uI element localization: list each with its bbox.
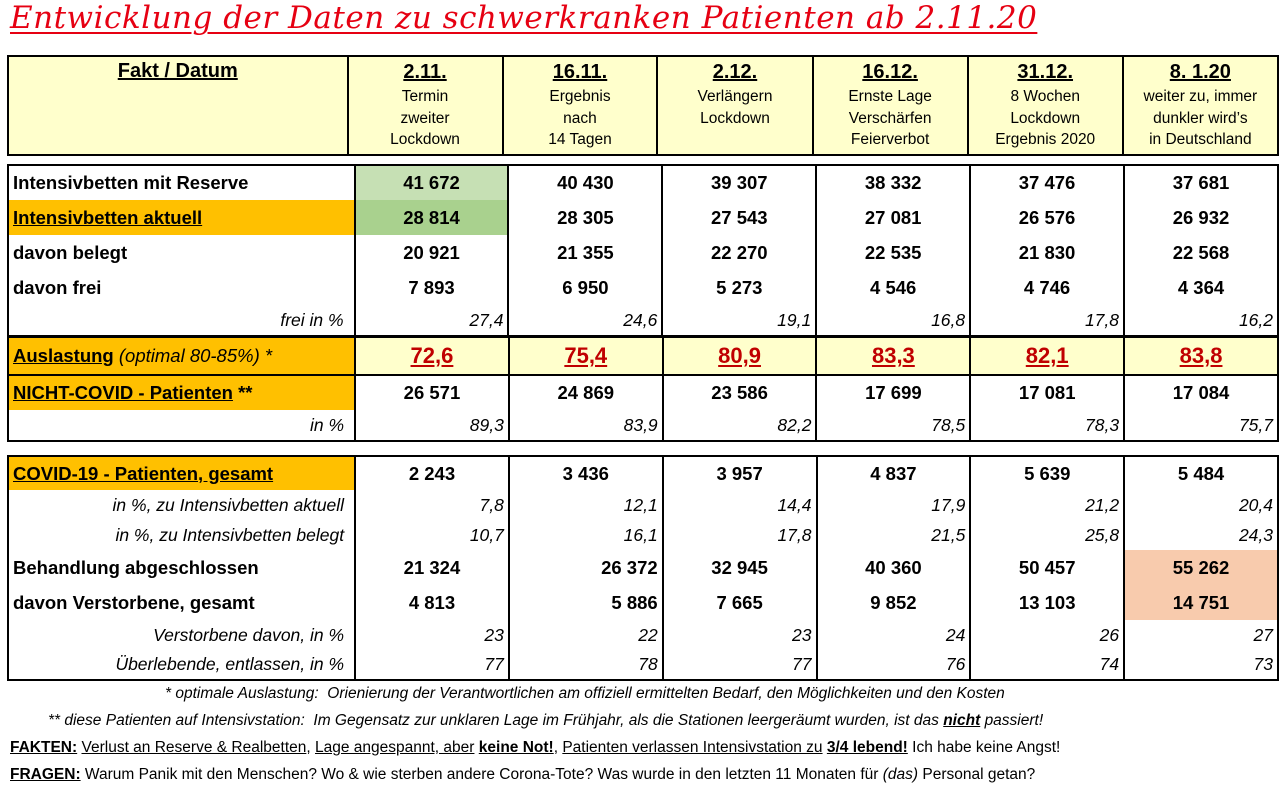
cell: 75,7: [1124, 410, 1278, 441]
cell: 9 852: [817, 585, 971, 620]
page-title: Entwicklung der Daten zu schwerkranken Patienten ab 2.11.20: [10, 0, 1038, 36]
cell: 72,6: [355, 337, 509, 375]
row-label: COVID-19 - Patienten, gesamt: [8, 456, 355, 490]
row-label: Intensivbetten aktuell: [8, 200, 355, 235]
footnote-2: ** diese Patienten auf Intensivstation: Im Gegensatz zur unklaren Lage im Frühjahr, als die Stationen leergeräumt wurden, ist das nicht passiert!: [48, 712, 1044, 729]
cell: 78,3: [970, 410, 1124, 441]
cell: 5 484: [1124, 456, 1278, 490]
table-row: [8, 306, 1278, 336]
cell: 22: [509, 620, 663, 650]
cell: 27 081: [816, 200, 970, 235]
table-row: [8, 165, 1278, 200]
fragen-line: FRAGEN: Warum Panik mit den Menschen? Wo & wie sterben andere Corona-Tote? Was wurde in den letzten 11 Monaten für (das) Personal getan?: [10, 766, 1036, 783]
cell: 23: [663, 620, 817, 650]
cell: 16,2: [1124, 306, 1278, 336]
cell: 82,2: [663, 410, 817, 441]
cell: 76: [817, 650, 971, 680]
cell: 17 084: [1124, 375, 1278, 410]
row-label: in %: [8, 410, 355, 441]
cell: 3 436: [509, 456, 663, 490]
cell: 17 699: [816, 375, 970, 410]
row-label: davon frei: [8, 270, 355, 306]
cell: 26 372: [509, 550, 663, 585]
table-row: [8, 270, 1278, 306]
cell: 26 571: [355, 375, 509, 410]
cell: 21,5: [817, 520, 971, 550]
table-row: [8, 550, 1278, 585]
covid-table: [7, 455, 1279, 681]
table-row: [8, 650, 1278, 680]
row-label: Auslastung (optimal 80-85%) *: [8, 337, 355, 375]
header-table: [7, 55, 1279, 156]
cell: 4 813: [355, 585, 509, 620]
table-row: [8, 410, 1278, 441]
cell: 14,4: [663, 490, 817, 520]
cell: 16,8: [816, 306, 970, 336]
cell: 75,4: [509, 337, 663, 375]
header-col-1: 2.11. Termin zweiter Lockdown: [348, 56, 503, 155]
cell: 10,7: [355, 520, 509, 550]
cell: 5 273: [662, 270, 816, 306]
cell: 5 639: [970, 456, 1124, 490]
cell: 24,6: [508, 306, 662, 336]
cell: 83,8: [1124, 337, 1278, 375]
cell: 26 576: [970, 200, 1124, 235]
cell: 74: [970, 650, 1124, 680]
cell: 28 305: [508, 200, 662, 235]
cell: 19,1: [662, 306, 816, 336]
row-label: davon belegt: [8, 235, 355, 270]
cell: 21 324: [355, 550, 509, 585]
cell: 12,1: [509, 490, 663, 520]
row-label: frei in %: [8, 306, 355, 336]
cell: 32 945: [663, 550, 817, 585]
cell: 26: [970, 620, 1124, 650]
cell: 17,8: [970, 306, 1124, 336]
cell: 83,3: [816, 337, 970, 375]
cell: 24,3: [1124, 520, 1278, 550]
table-row: [8, 520, 1278, 550]
row-label: NICHT-COVID - Patienten **: [8, 375, 355, 410]
cell: 73: [1124, 650, 1278, 680]
cell: 4 746: [970, 270, 1124, 306]
cell: 27: [1124, 620, 1278, 650]
utilization-table: [7, 336, 1279, 442]
cell: 4 364: [1124, 270, 1278, 306]
cell: 21 355: [508, 235, 662, 270]
cell: 82,1: [970, 337, 1124, 375]
cell: 78: [509, 650, 663, 680]
cell: 6 950: [508, 270, 662, 306]
header-col-4: 16.12. Ernste Lage Verschärfen Feierverbot: [813, 56, 968, 155]
table-row: [8, 337, 1278, 375]
cell: 7 893: [355, 270, 509, 306]
cell: 21,2: [970, 490, 1124, 520]
cell: 25,8: [970, 520, 1124, 550]
cell: 55 262: [1124, 550, 1278, 585]
cell: 37 476: [970, 165, 1124, 200]
footnote-1: * optimale Auslastung: Orienierung der Verantwortlichen am offiziell ermittelten Bedarf, den Möglichkeiten und den Kosten: [165, 685, 1005, 702]
cell: 22 535: [816, 235, 970, 270]
cell: 23 586: [663, 375, 817, 410]
cell: 89,3: [355, 410, 509, 441]
cell: 40 430: [508, 165, 662, 200]
row-label: davon Verstorbene, gesamt: [8, 585, 355, 620]
cell: 20 921: [355, 235, 509, 270]
cell: 39 307: [662, 165, 816, 200]
header-col-6: 8. 1.20 weiter zu, immer dunkler wird’s in Deutschland: [1123, 56, 1278, 155]
row-label: in %, zu Intensivbetten aktuell: [8, 490, 355, 520]
header-col-3: 2.12. Verlängern Lockdown: [657, 56, 812, 155]
cell: 3 957: [663, 456, 817, 490]
cell: 22 270: [662, 235, 816, 270]
cell: 17,9: [817, 490, 971, 520]
row-label: Intensivbetten mit Reserve: [8, 165, 355, 200]
beds-table: [7, 164, 1279, 337]
cell: 24 869: [509, 375, 663, 410]
row-label: Behandlung abgeschlossen: [8, 550, 355, 585]
cell: 78,5: [816, 410, 970, 441]
cell: 20,4: [1124, 490, 1278, 520]
cell: 21 830: [970, 235, 1124, 270]
fakten-line: FAKTEN: Verlust an Reserve & Realbetten, Lage angespannt, aber keine Not!, Patienten verlassen Intensivstation zu 3/4 lebend! Ich habe keine Angst!: [10, 739, 1061, 756]
table-row: [8, 200, 1278, 235]
cell: 38 332: [816, 165, 970, 200]
cell: 23: [355, 620, 509, 650]
cell: 2 243: [355, 456, 509, 490]
cell: 24: [817, 620, 971, 650]
header-label: Fakt / Datum: [8, 56, 348, 155]
cell: 7,8: [355, 490, 509, 520]
row-label: Überlebende, entlassen, in %: [8, 650, 355, 680]
cell: 5 886: [509, 585, 663, 620]
cell: 77: [663, 650, 817, 680]
cell: 83,9: [509, 410, 663, 441]
cell: 40 360: [817, 550, 971, 585]
table-row: [8, 375, 1278, 410]
table-row: [8, 235, 1278, 270]
table-row: [8, 456, 1278, 490]
row-label: Verstorbene davon, in %: [8, 620, 355, 650]
cell: 4 837: [817, 456, 971, 490]
cell: 22 568: [1124, 235, 1278, 270]
cell: 37 681: [1124, 165, 1278, 200]
cell: 77: [355, 650, 509, 680]
cell: 4 546: [816, 270, 970, 306]
header-col-5: 31.12. 8 Wochen Lockdown Ergebnis 2020: [968, 56, 1123, 155]
table-row: [8, 490, 1278, 520]
row-label: in %, zu Intensivbetten belegt: [8, 520, 355, 550]
cell: 27,4: [355, 306, 509, 336]
cell: 27 543: [662, 200, 816, 235]
cell: 80,9: [663, 337, 817, 375]
cell: 26 932: [1124, 200, 1278, 235]
cell: 17 081: [970, 375, 1124, 410]
cell: 41 672: [355, 165, 509, 200]
cell: 50 457: [970, 550, 1124, 585]
cell: 17,8: [663, 520, 817, 550]
cell: 28 814: [355, 200, 509, 235]
cell: 7 665: [663, 585, 817, 620]
table-row: [8, 585, 1278, 620]
cell: 16,1: [509, 520, 663, 550]
cell: 14 751: [1124, 585, 1278, 620]
table-row: [8, 620, 1278, 650]
cell: 13 103: [970, 585, 1124, 620]
header-col-2: 16.11. Ergebnis nach 14 Tagen: [503, 56, 658, 155]
